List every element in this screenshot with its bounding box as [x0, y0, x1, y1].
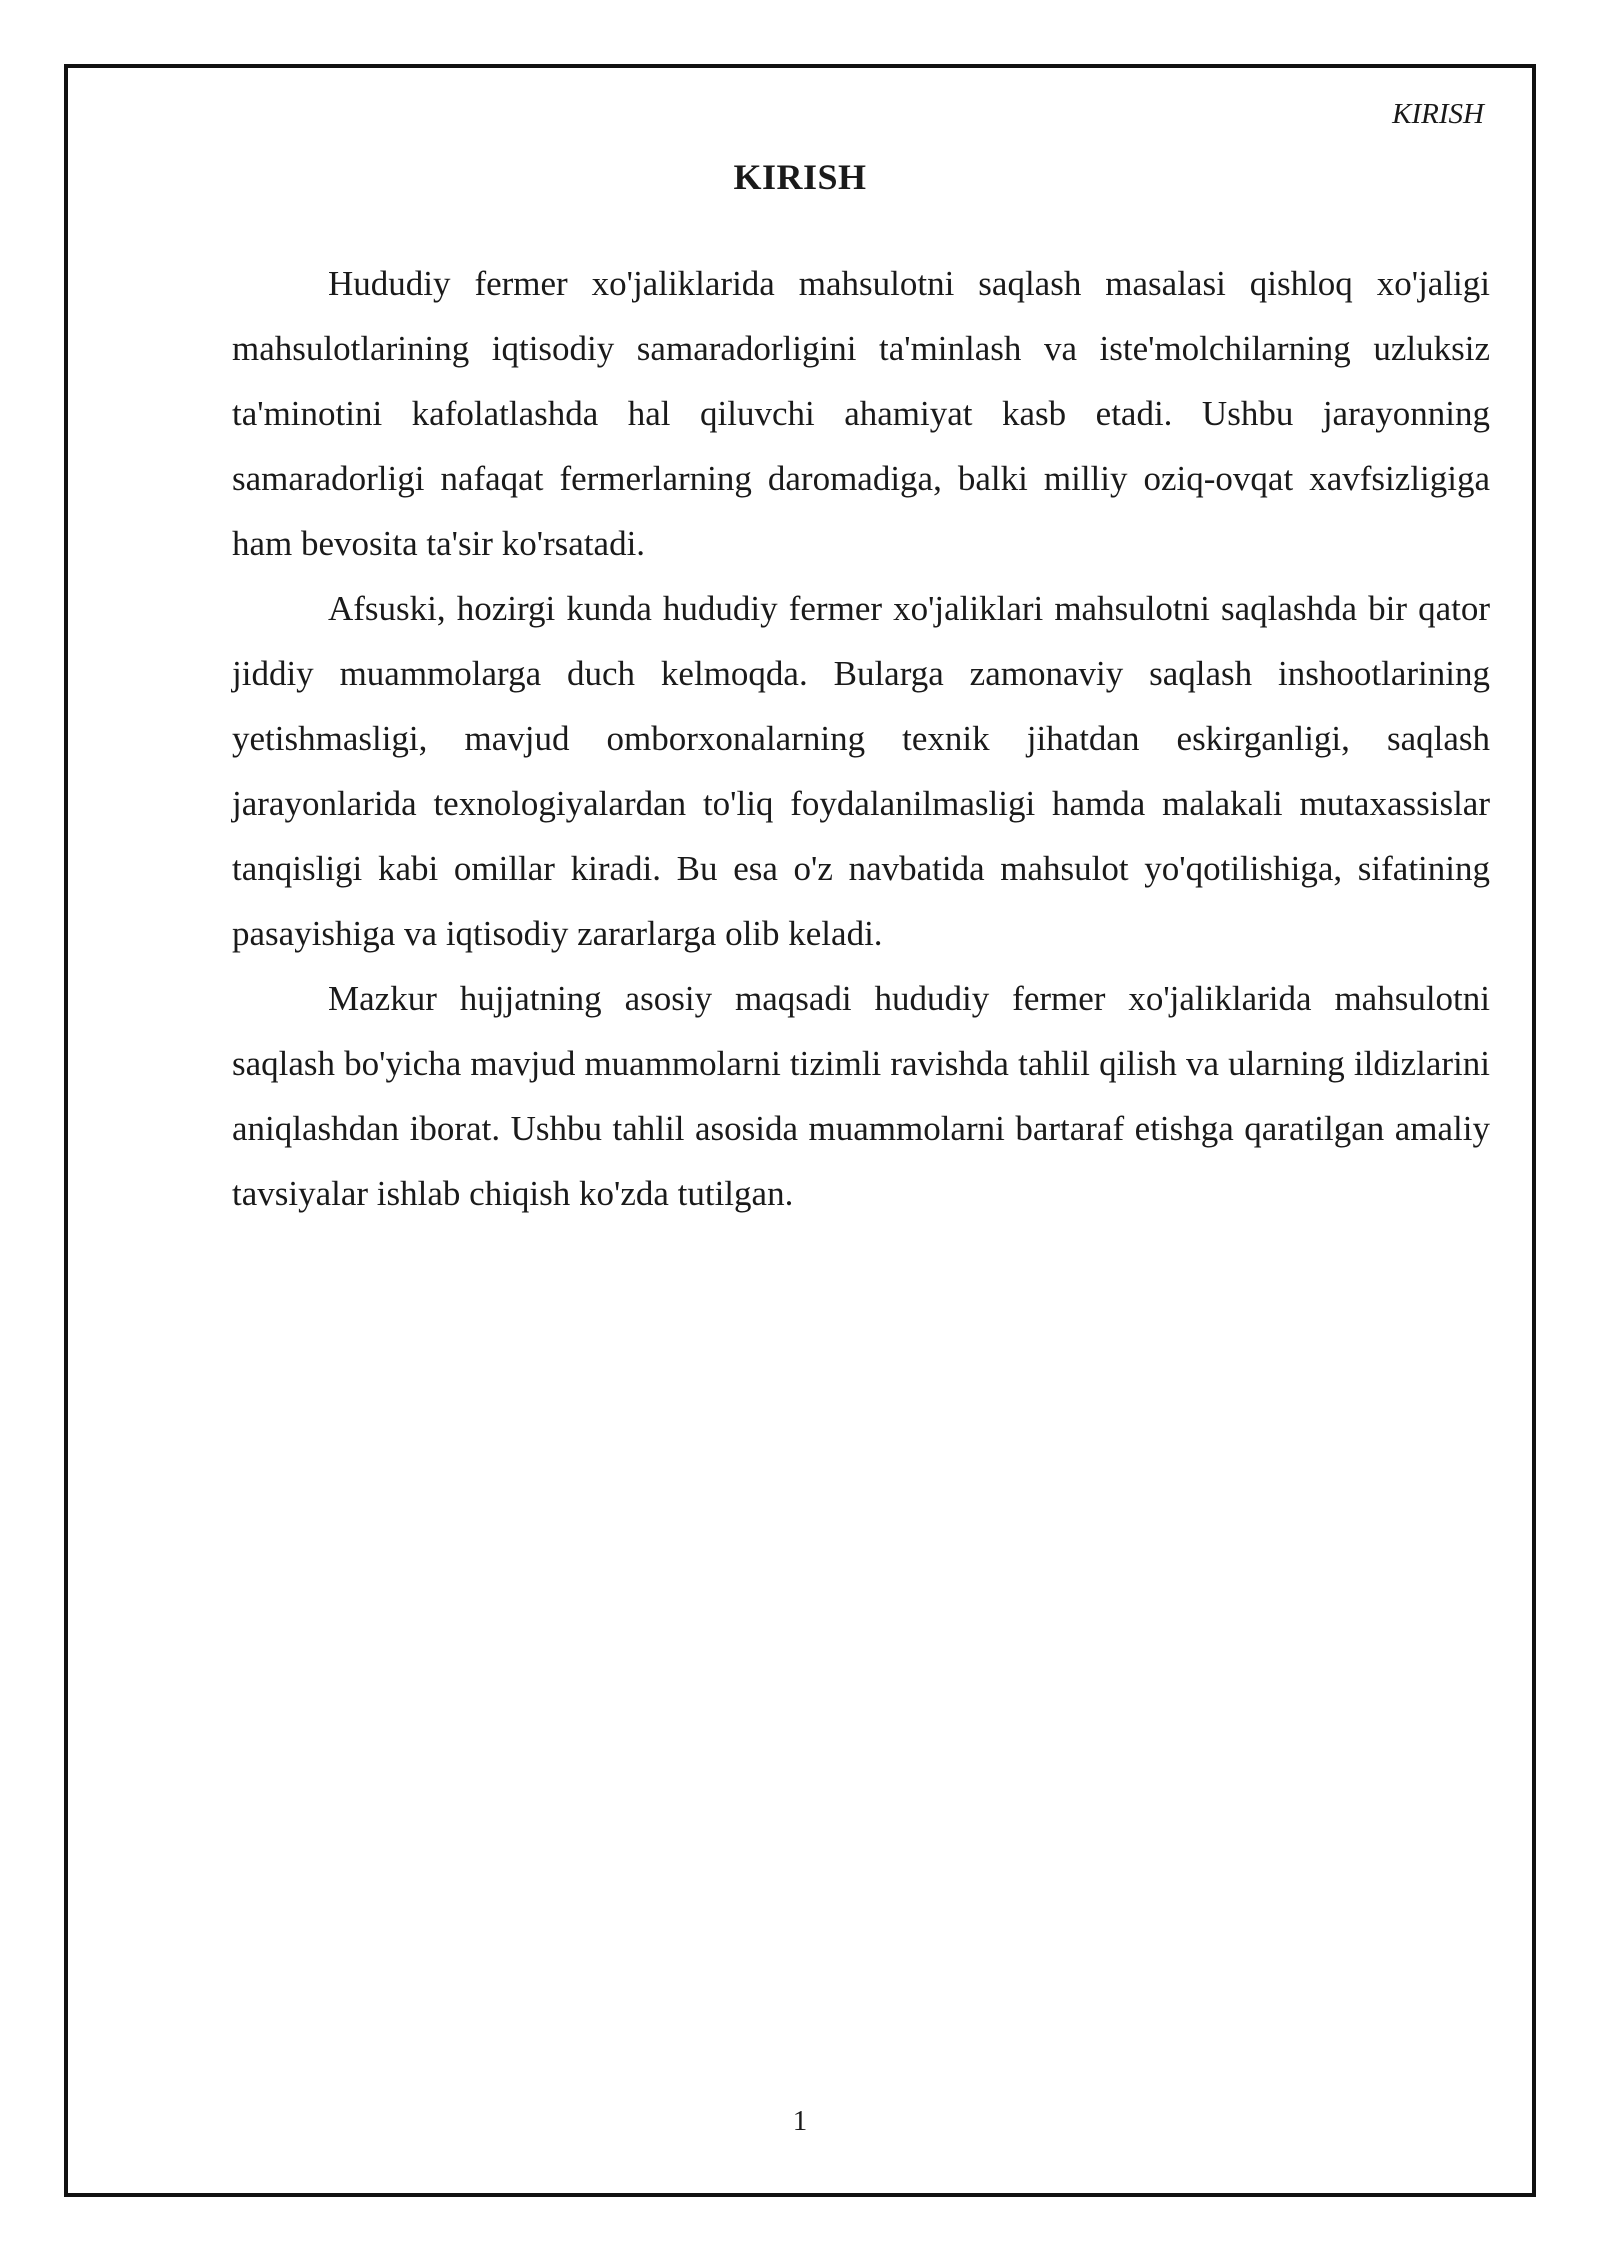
paragraph-problems: Afsuski, hozirgi kunda hududiy fermer xo'jaliklari mahsulotni saqlashda bir qator jiddiy muammolarga duch kelmoqda. Bularga zamonaviy saqlash inshootlarining yetishmasligi, mavjud omborxonalarning texnik jihatdan eskirganligi, saqlash jarayonlarida texnologiyalardan to'liq foydalanilmasligi hamda malakali mutaxassislar tanqisligi kabi omillar kiradi. Bu esa o'z navbatida mahsulot yo'qotilishiga, sifatining pasayishiga va iqtisodiy zararlarga olib keladi.: [232, 589, 1490, 953]
page-title: KIRISH: [733, 157, 867, 197]
running-header: KIRISH: [1392, 98, 1484, 130]
body-text: [232, 251, 1490, 1226]
paragraph-goal: Mazkur hujjatning asosiy maqsadi hududiy fermer xo'jaliklarida mahsulotni saqlash bo'yicha mavjud muammolarni tizimli ravishda tahlil qilish va ularning ildizlarini aniqlashdan iborat. Ushbu tahlil asosida muammolarni bartaraf etishga qaratilgan amaliy tavsiyalar ishlab chiqish ko'zda tutilgan.: [232, 979, 1490, 1213]
page-number: 1: [792, 2105, 808, 2137]
paragraph-intro: Hududiy fermer xo'jaliklarida mahsulotni saqlash masalasi qishloq xo'jaligi mahsulotlarining iqtisodiy samaradorligini ta'minlash va iste'molchilarning uzluksiz ta'minotini kafolatlashda hal qiluvchi ahamiyat kasb etadi. Ushbu jarayonning samaradorligi nafaqat fermerlarning daromadiga, balki milliy oziq-ovqat xavfsizligiga ham bevosita ta'sir ko'rsatadi.: [232, 264, 1490, 563]
page-frame: [64, 64, 1536, 2197]
